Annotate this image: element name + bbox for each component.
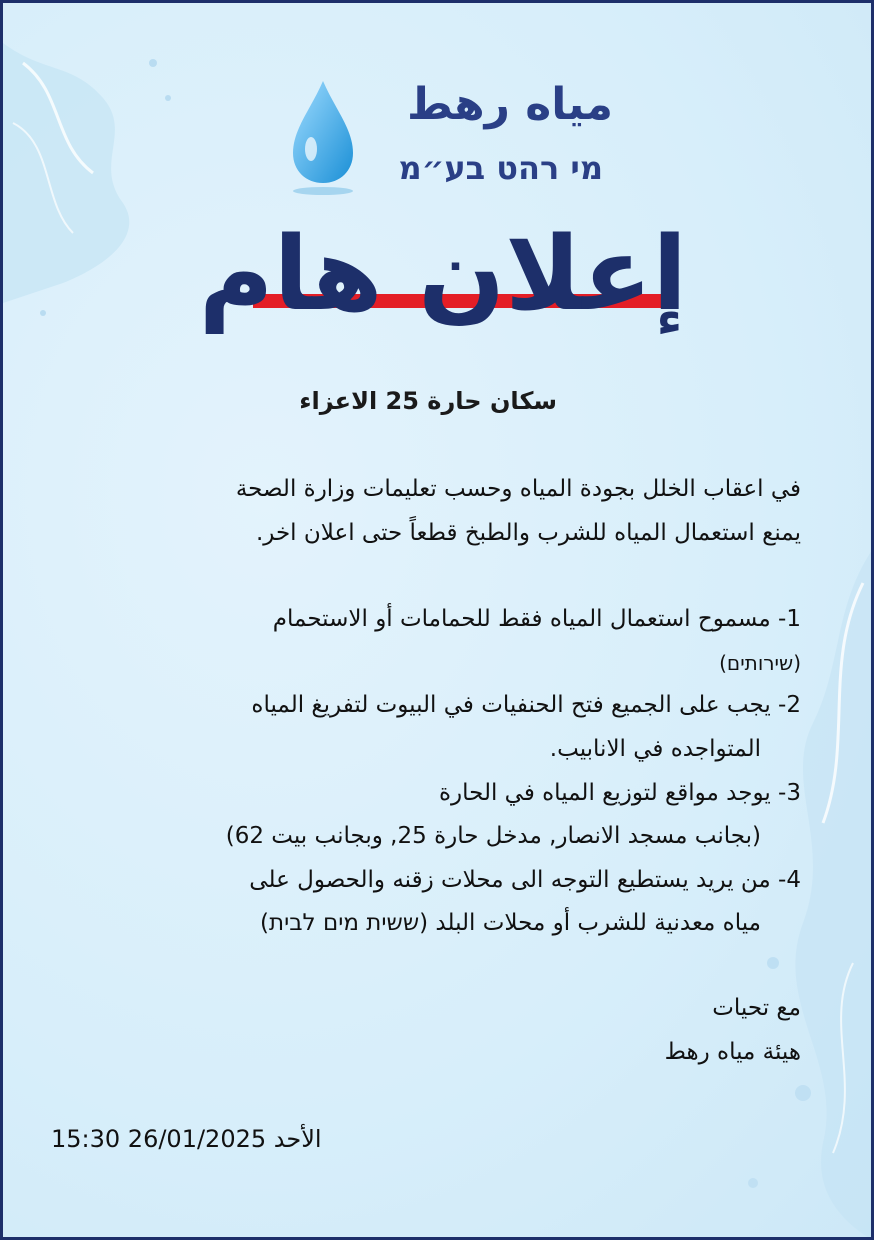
intro-line-1: في اعقاب الخلل بجودة المياه وحسب تعليمات وزارة الصحة: [235, 476, 801, 502]
item-1-line-2: (שירותים): [719, 651, 801, 675]
item-2-line-1: 2- يجب على الجميع فتح الحنفيات في البيوت لتفريغ المياه: [251, 692, 801, 718]
water-drop-icon: [283, 77, 363, 197]
item-1-line-1: 1- مسموح استعمال المياه فقط للحمامات أو الاستحمام: [272, 606, 801, 632]
closing-signature: هيئة مياه رهط: [664, 1039, 801, 1065]
important-announcement-headline: إعلان هام: [198, 215, 688, 334]
item-3-line-2: (بجانب مسجد الانصار, مدخل حارة 25, وبجانب بيت 62): [225, 823, 761, 849]
company-logo: [273, 73, 633, 203]
residents-greeting: سكان حارة 25 الاعزاء: [299, 387, 557, 415]
announcement-date: 15:30 الأحد 26/01/2025: [51, 1125, 322, 1153]
intro-line-2: يمنع استعمال المياه للشرب والطبخ قطعاً حتى اعلان اخر.: [255, 520, 801, 546]
water-splash-top-left-decoration: [3, 3, 193, 333]
item-2-line-2: المتواجده في الانابيب.: [549, 736, 761, 762]
item-4-line-1: 4- من يريد يستطيع التوجه الى محلات زقنه والحصول على: [249, 867, 801, 893]
item-4-line-2: مياه معدنية للشرب أو محلات البلد (ששית מים לבית): [260, 910, 761, 936]
logo-arabic-name: مياه رهط: [407, 79, 613, 130]
logo-hebrew-name: מי רהט בע״מ: [398, 149, 603, 187]
item-3-line-1: 3- يوجد مواقع لتوزيع المياه في الحارة: [438, 780, 801, 806]
headline-block: [173, 215, 713, 365]
closing-greeting: مع تحيات: [712, 995, 801, 1021]
